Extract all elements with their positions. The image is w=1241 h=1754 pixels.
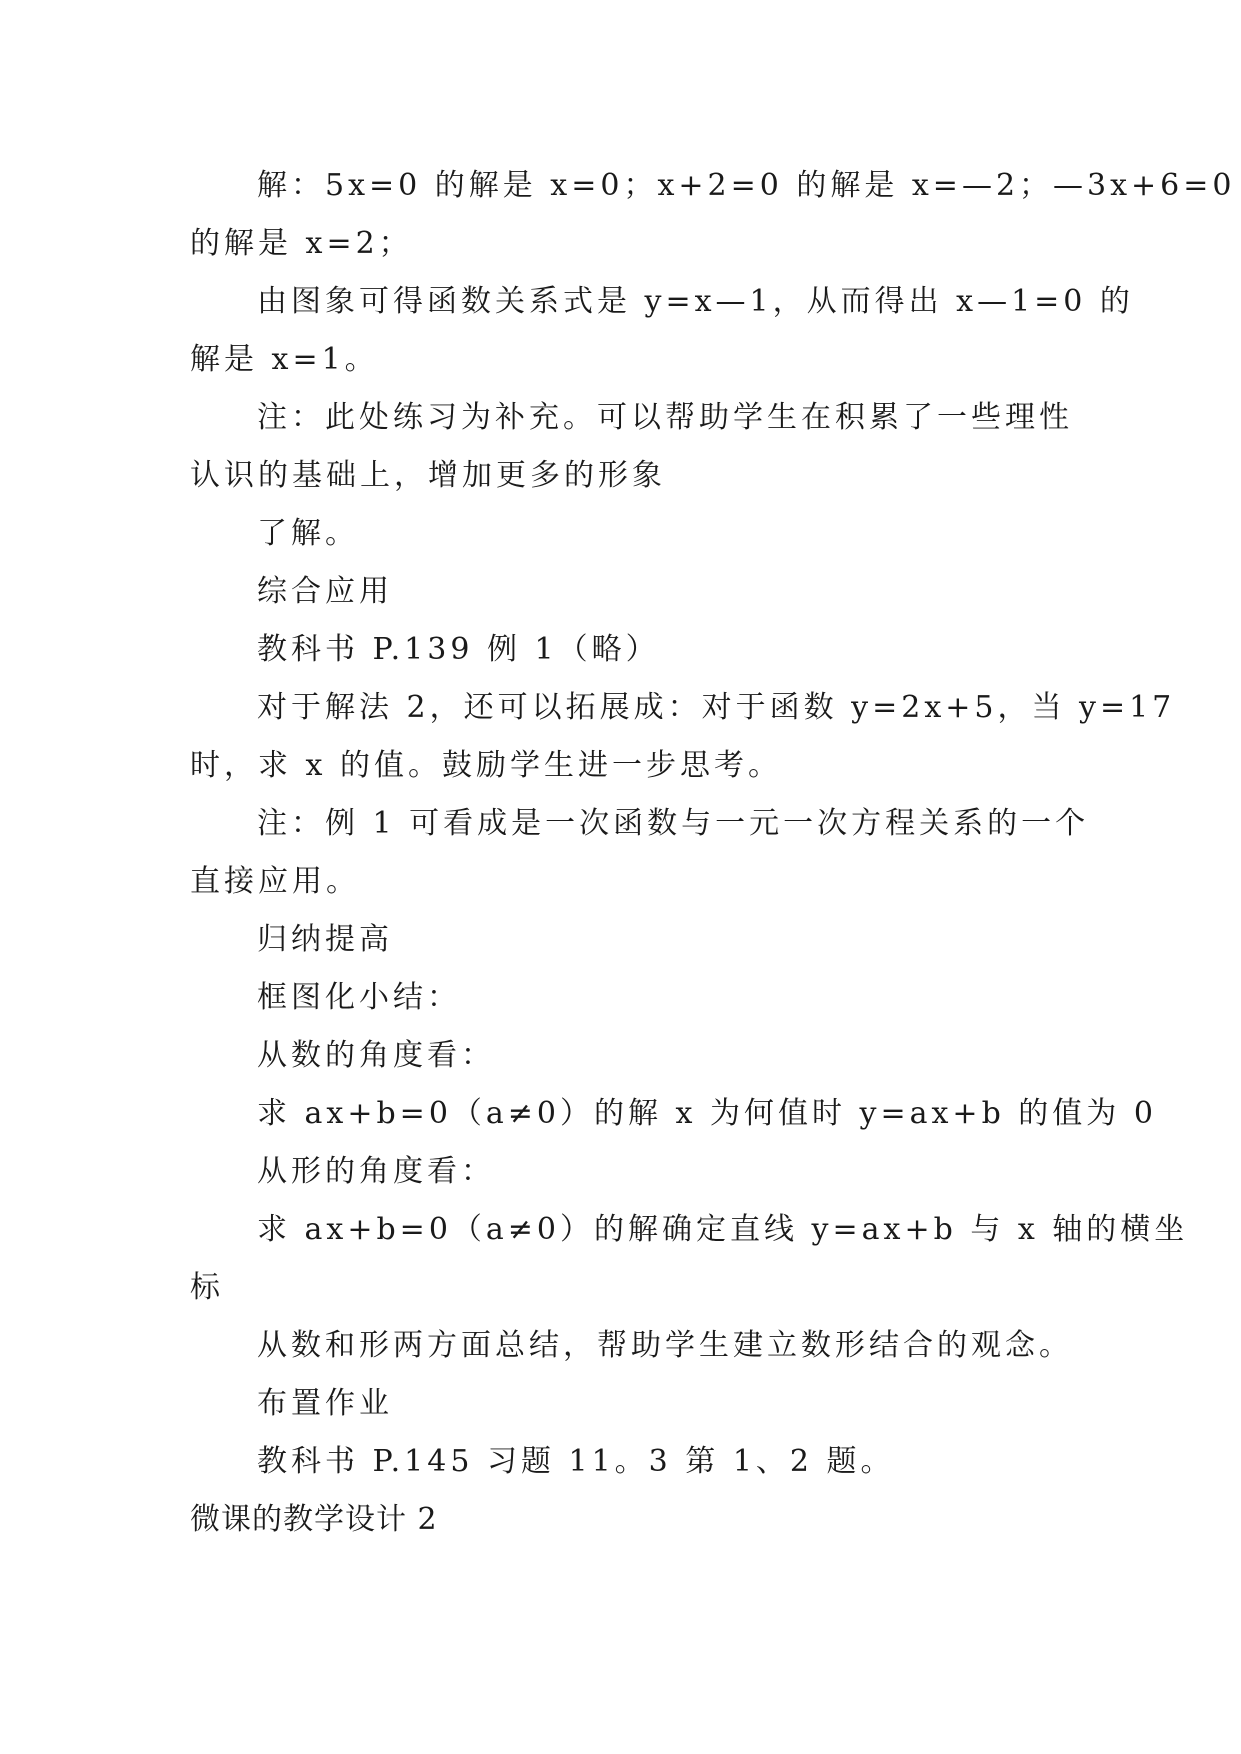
paragraph-line: 注：此处练习为补充。可以帮助学生在积累了一些理性 — [257, 400, 1073, 435]
paragraph-line: 从形的角度看： — [257, 1154, 495, 1189]
paragraph-line: 了解。 — [257, 516, 359, 551]
paragraph-line: 教科书 P.145 习题 11。3 第 1、2 题。 — [257, 1444, 895, 1479]
paragraph-line: 解是 x=1。 — [190, 342, 379, 377]
paragraph-line: 从数的角度看： — [257, 1038, 495, 1073]
paragraph-line: 从数和形两方面总结，帮助学生建立数形结合的观念。 — [257, 1328, 1073, 1363]
paragraph-line: 直接应用。 — [190, 864, 360, 899]
paragraph-line: 标 — [190, 1270, 224, 1305]
document-title: 微课的教学设计 2 — [190, 1502, 438, 1537]
paragraph-line: 注：例 1 可看成是一次函数与一元一次方程关系的一个 — [257, 806, 1090, 841]
paragraph-line: 认识的基础上，增加更多的形象 — [190, 458, 666, 493]
section-heading: 布置作业 — [257, 1386, 393, 1421]
section-heading: 归纳提高 — [257, 922, 393, 957]
paragraph-line: 求 ax+b=0（a≠0）的解 x 为何值时 y=ax+b 的值为 0 — [257, 1096, 1157, 1131]
paragraph-line: 时，求 x 的值。鼓励学生进一步思考。 — [190, 748, 782, 783]
paragraph-line: 对于解法 2，还可以拓展成：对于函数 y=2x+5，当 y=17 — [257, 690, 1176, 725]
paragraph-line: 由图象可得函数关系式是 y=x—1，从而得出 x—1=0 的 — [257, 284, 1134, 319]
paragraph-line: 的解是 x=2； — [190, 226, 413, 261]
paragraph-line: 解：5x=0 的解是 x=0；x+2=0 的解是 x=—2；—3x+6=0 — [257, 168, 1236, 203]
paragraph-line: 求 ax+b=0（a≠0）的解确定直线 y=ax+b 与 x 轴的横坐 — [257, 1212, 1189, 1247]
paragraph-line: 框图化小结： — [257, 980, 461, 1015]
paragraph-line: 教科书 P.139 例 1（略） — [257, 632, 660, 667]
section-heading: 综合应用 — [257, 574, 393, 609]
